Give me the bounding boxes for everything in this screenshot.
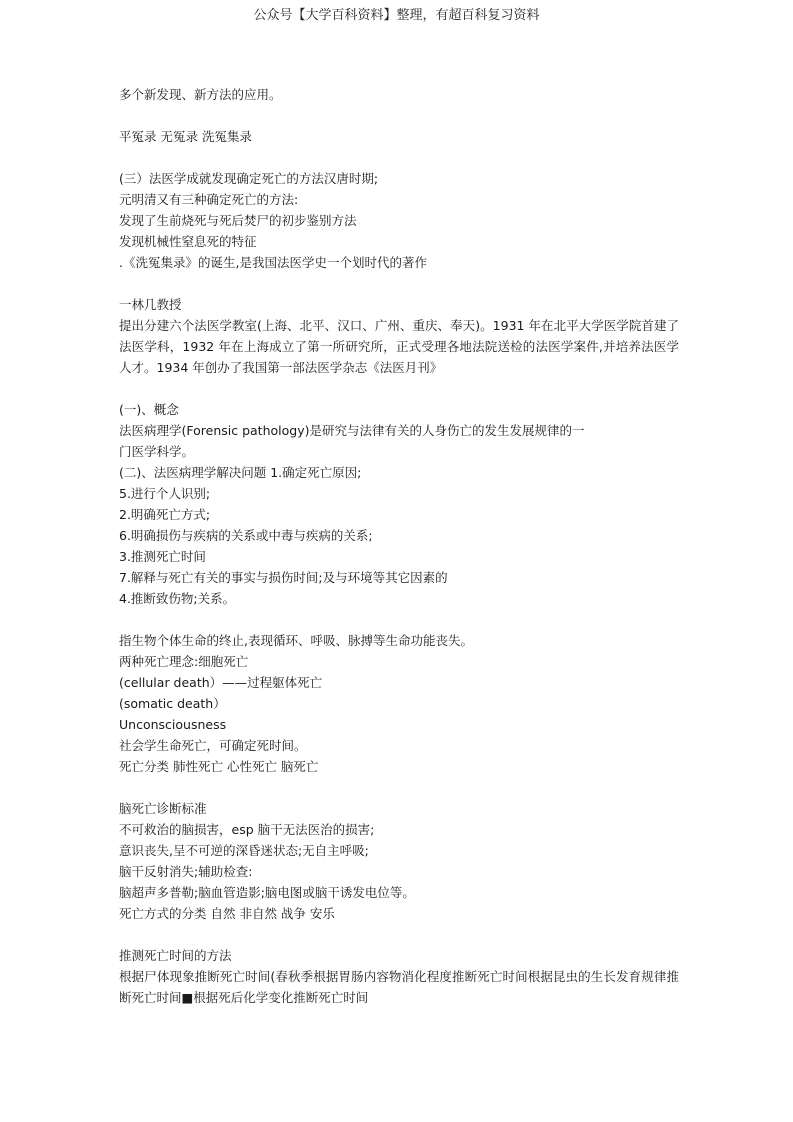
text-line: Unconsciousness <box>119 717 227 732</box>
blank-line <box>119 609 679 630</box>
text-line: 2.明确死亡方式; <box>119 507 211 522</box>
text-line: 平冤录 无冤录 洗冤集录 <box>119 129 252 144</box>
blank-line <box>119 105 679 126</box>
text-line: 不可救治的脑损害，esp 脑干无法医治的损害; <box>119 822 375 837</box>
blank-line <box>119 777 679 798</box>
blank-line <box>119 273 679 294</box>
blank-line <box>119 147 679 168</box>
text-line: 推测死亡时间的方法 <box>119 948 232 963</box>
text-line: 元明清又有三种确定死亡的方法: <box>119 192 299 207</box>
text-line: (三）法医学成就发现确定死亡的方法汉唐时期; <box>119 171 379 186</box>
text-line: 脑超声多普勒;脑血管造影;脑电图或脑干诱发电位等。 <box>119 885 415 900</box>
text-line: (somatic death） <box>119 696 226 711</box>
text-line: 根据尸体现象推断死亡时间(春秋季根据胃肠内容物消化程度推断死亡时间根据昆虫的生长发育规律推断死亡时间■根据死后化学变化推断死亡时间 <box>119 969 679 1005</box>
text-line: (cellular death）——过程躯体死亡 <box>119 675 323 690</box>
text-line: 多个新发现、新方法的应用。 <box>119 87 282 102</box>
text-line: 7.解释与死亡有关的事实与损伤时间;及与环境等其它因素的 <box>119 570 448 585</box>
text-line: 门医学科学。 <box>119 444 195 459</box>
text-line: 5.进行个人识别; <box>119 486 211 501</box>
text-line: 发现机械性窒息死的特征 <box>119 234 257 249</box>
text-line: 提出分建六个法医学教室(上海、北平、汉口、广州、重庆、奉天)。1931 年在北平大学医学院首建了法医学科，1932 年在上海成立了第一所研究所，正式受理各地法院送检的法医学案件,并培养法医学人才。1934 年创办了我国第一部法医学杂志《法医月刊》 <box>119 318 679 375</box>
text-line: 一林几教授 <box>119 297 182 312</box>
text-line: 发现了生前烧死与死后焚尸的初步鉴别方法 <box>119 213 357 228</box>
document-body <box>119 84 679 1008</box>
text-line: 3.推测死亡时间 <box>119 549 206 564</box>
text-line: 4.推断致伤物;关系。 <box>119 591 236 606</box>
text-line: 指生物个体生命的终止,表现循环、呼吸、脉搏等生命功能丧失。 <box>119 633 473 648</box>
text-line: (二)、法医病理学解决问题 1.确定死亡原因; <box>119 465 362 480</box>
text-line: 脑死亡诊断标准 <box>119 801 207 816</box>
text-line: 意识丧失,呈不可逆的深昏迷状态;无自主呼吸; <box>119 843 369 858</box>
blank-line <box>119 378 679 399</box>
text-line: 两种死亡理念:细胞死亡 <box>119 654 249 669</box>
blank-line <box>119 924 679 945</box>
text-line: 法医病理学(Forensic pathology)是研究与法律有关的人身伤亡的发生发展规律的一 <box>119 423 585 438</box>
text-line: 死亡分类 肺性死亡 心性死亡 脑死亡 <box>119 759 319 774</box>
text-line: 死亡方式的分类 自然 非自然 战争 安乐 <box>119 906 335 921</box>
text-line: .《洗冤集录》的诞生,是我国法医学史一个划时代的著作 <box>119 255 427 270</box>
text-line: (一)、概念 <box>119 402 179 417</box>
text-line: 社会学生命死亡，可确定死时间。 <box>119 738 307 753</box>
text-line: 6.明确损伤与疾病的关系或中毒与疾病的关系; <box>119 528 373 543</box>
page-header: 公众号【大学百科资料】整理，有超百科复习资料 <box>253 8 540 23</box>
text-line: 脑干反射消失;辅助检查: <box>119 864 253 879</box>
